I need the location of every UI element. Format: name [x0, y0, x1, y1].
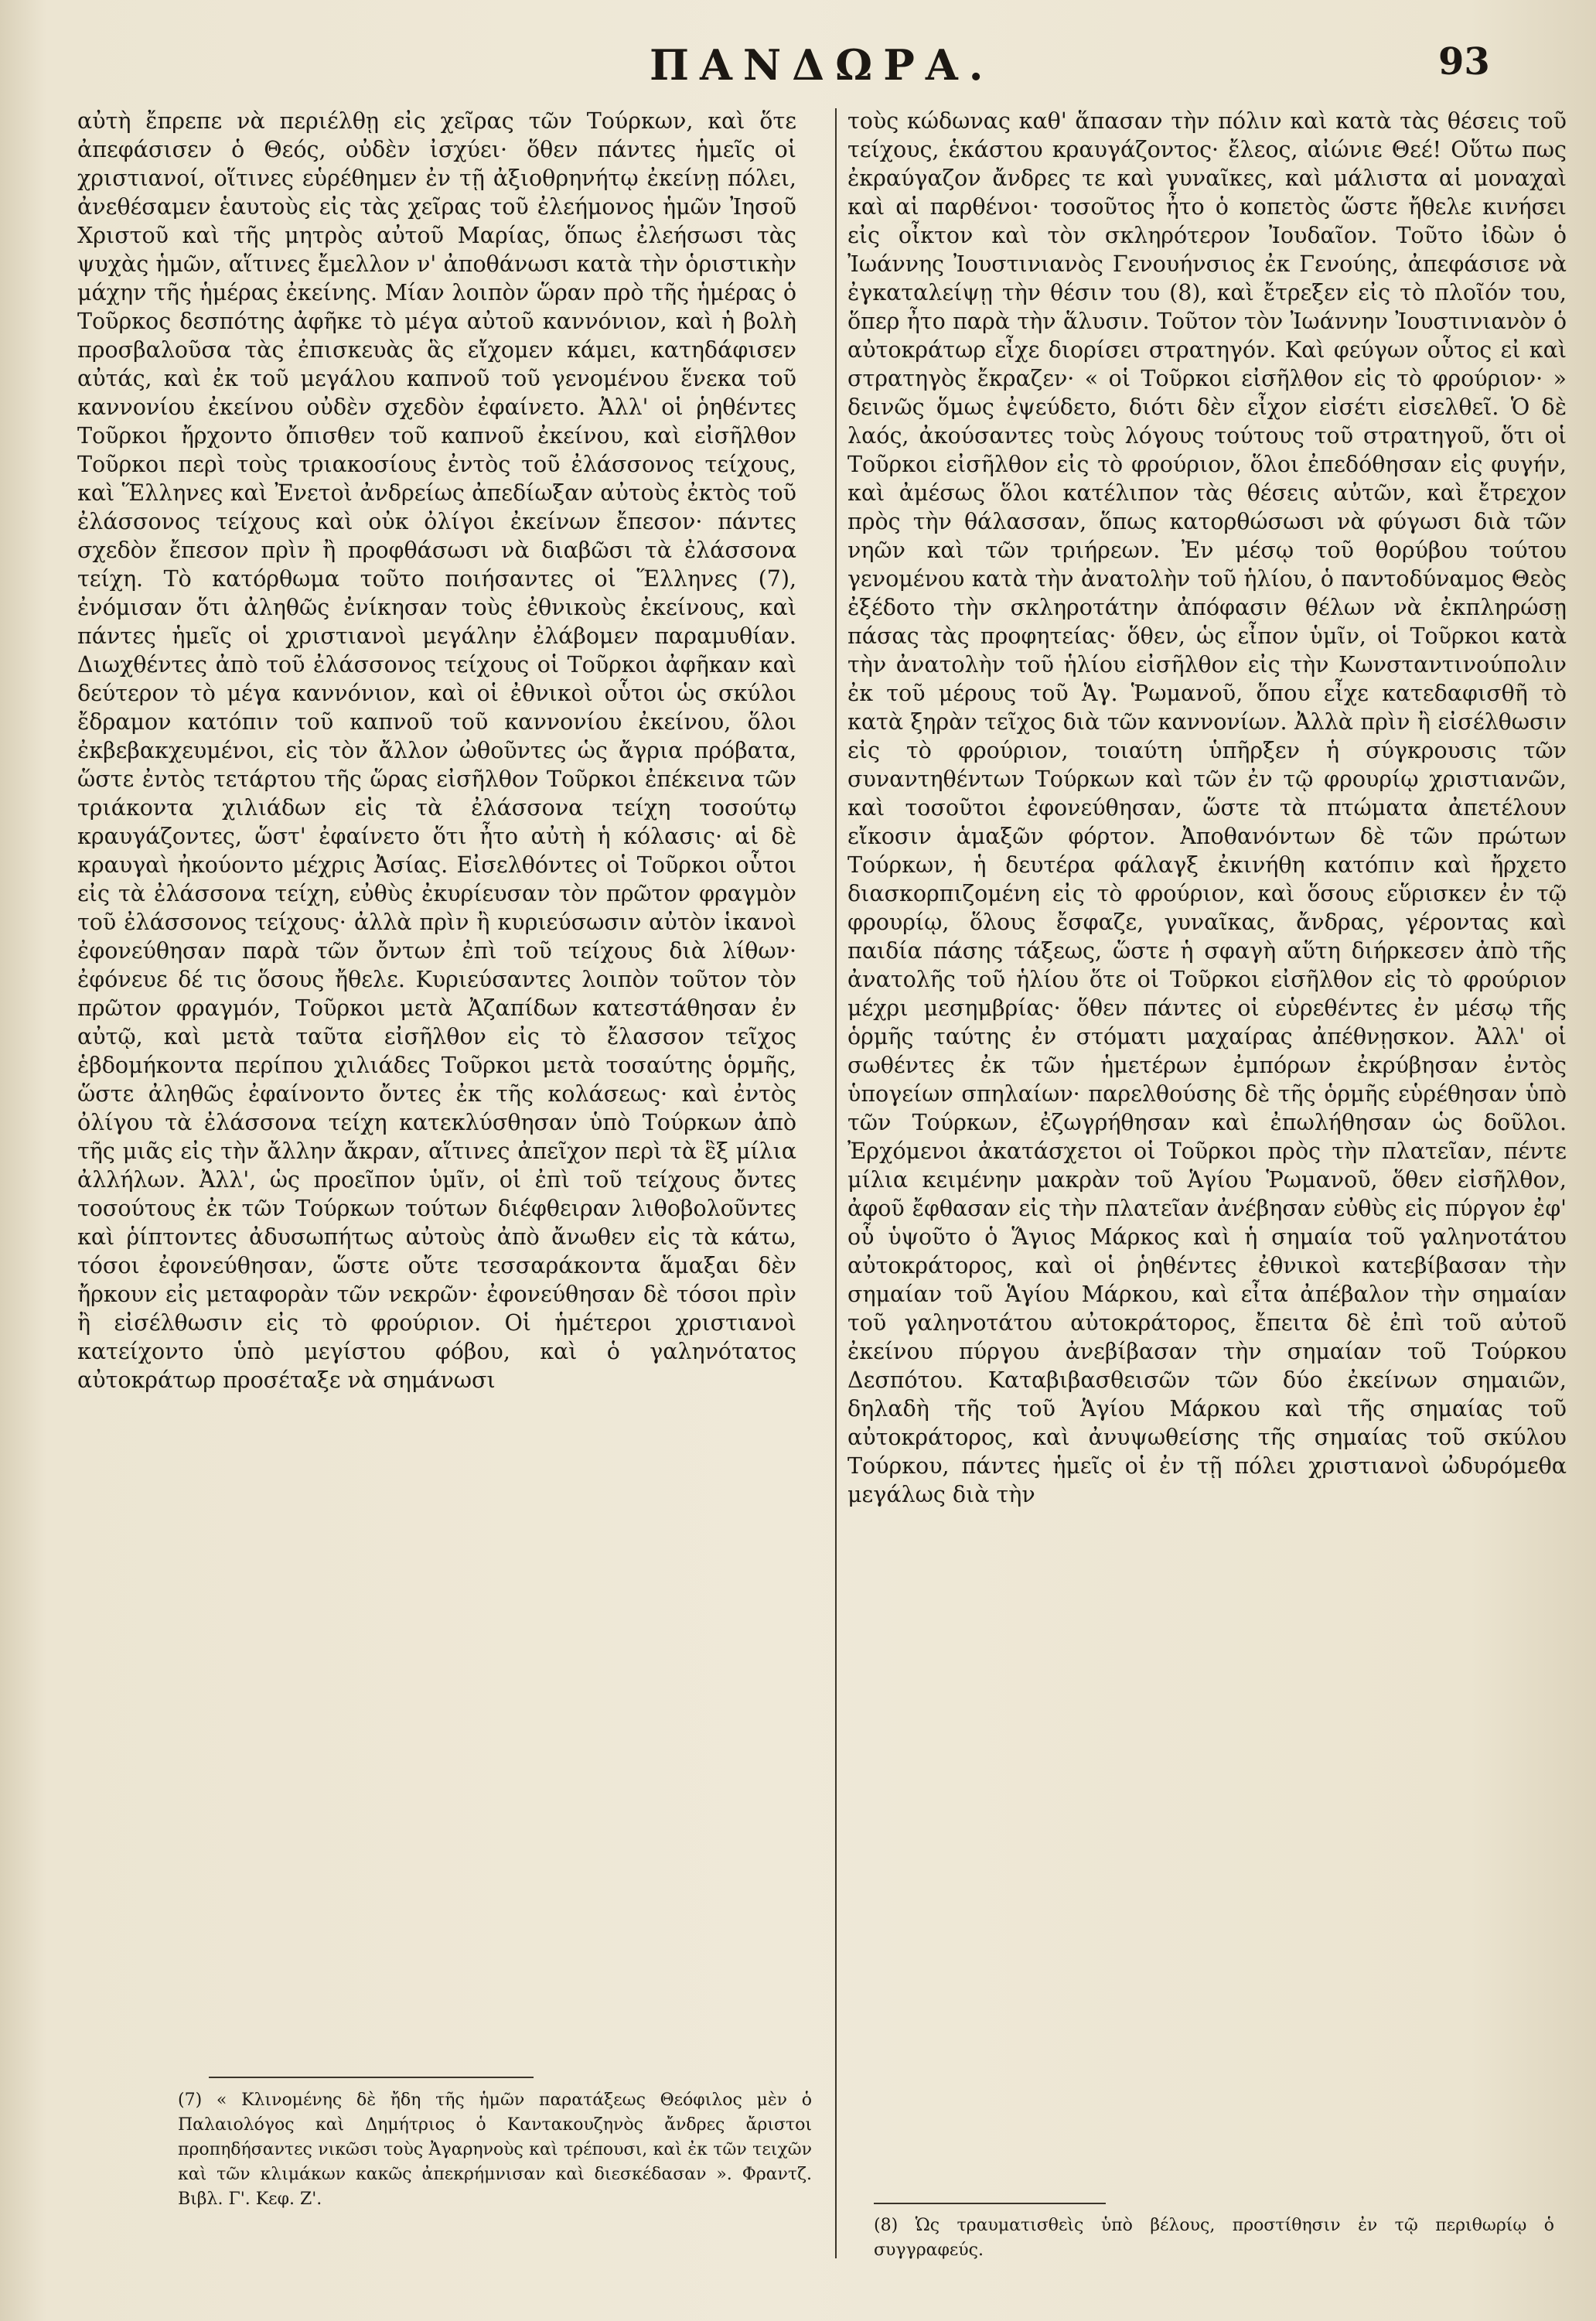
- left-column-text: αὐτὴ ἔπρεπε νὰ περιέλθῃ εἰς χεῖρας τῶν Τούρκων, καὶ ὅτε ἀπεφάσισεν ὁ Θεός, οὐδὲν ἰσχύει· ὅθεν πάντες ἡμεῖς οἱ χριστιανοί, οἵτινες εὑρέθημεν ἐν τῇ ἀξιοθρηνήτῳ ἐκείνῃ πόλει, ἀνεθέσαμεν ἑαυτοὺς εἰς τὰς χεῖρας τοῦ ἐλεήμονος ἡμῶν Ἰησοῦ Χριστοῦ καὶ τῆς μητρὸς αὐτοῦ Μαρίας, ὅπως ἐλεήσωσι τὰς ψυχὰς ἡμῶν, αἵτινες ἔμελλον ν' ἀποθάνωσι κατὰ τὴν ὁριστικὴν μάχην τῆς ἡμέρας ἐκείνης. Μίαν λοιπὸν ὥραν πρὸ τῆς ἡμέρας ὁ Τοῦρκος δεσπότης ἀφῆκε τὸ μέγα αὐτοῦ καννόνιον, καὶ ἡ βολὴ προσβαλοῦσα τὰς ἐπισκευὰς ἃς εἴχομεν κάμει, κατηδάφισεν αὐτάς, καὶ ἐκ τοῦ μεγάλου καπνοῦ τοῦ γενομένου ἕνεκα τοῦ καννονίου ἐκείνου οὐδὲν σχεδὸν ἐφαίνετο. Ἀλλ' οἱ ῥηθέντες Τοῦρκοι ἤρχοντο ὄπισθεν τοῦ καπνοῦ ἐκείνου, καὶ εἰσῆλθον Τοῦρκοι περὶ τοὺς τριακοσίους ἐντὸς τοῦ ἐλάσσονος τείχους, καὶ Ἕλληνες καὶ Ἐνετοὶ ἀνδρείως ἀπεδίωξαν αὐτοὺς ἐκτὸς τοῦ ἐλάσσονος τείχους καὶ οὐκ ὀλίγοι ἐκείνων ἔπεσον· πάντες σχεδὸν ἔπεσον πρὶν ἢ προφθάσωσι νὰ διαβῶσι τὰ ἐλάσσονα τείχη. Τὸ κατόρθωμα τοῦτο ποιήσαντες οἱ Ἕλληνες (7), ἐνόμισαν ὅτι ἀληθῶς ἐνίκησαν τοὺς ἐθνικοὺς ἐκείνους, καὶ πάντες ἡμεῖς οἱ χριστιανοὶ μεγάλην ἐλάβομεν παραμυθίαν. Διωχθέντες ἀπὸ τοῦ ἐλάσσονος τείχους οἱ Τοῦρκοι ἀφῆκαν καὶ δεύτερον τὸ μέγα καννόνιον, καὶ οἱ ἐθνικοὶ οὗτοι ὡς σκύλοι ἔδραμον κατόπιν τοῦ καπνοῦ τοῦ καννονίου ἐκείνου, ὅλοι ἐκβεβακχευμένοι, εἰς τὸν ἄλλον ὠθοῦντες ὡς ἄγρια πρόβατα, ὥστε ἐντὸς τετάρτου τῆς ὥρας εἰσῆλθον Τοῦρκοι ἐπέκεινα τῶν τριάκοντα χιλιάδων εἰς τὰ ἐλάσσονα τείχη τοσούτῳ κραυγάζοντες, ὥστ' ἐφαίνετο ὅτι ἦτο αὐτὴ ἡ κόλασις· αἱ δὲ κραυγαὶ ἠκούοντο μέχρις Ἀσίας. Εἰσελθόντες οἱ Τοῦρκοι οὗτοι εἰς τὰ ἐλάσσονα τείχη, εὐθὺς ἐκυρίευσαν τὸν πρῶτον φραγμὸν τοῦ ἐλάσσονος τείχους· ἀλλὰ πρὶν ἢ κυριεύσωσιν αὐτὸν ἱκανοὶ ἐφονεύθησαν παρὰ τῶν ὄντων ἐπὶ τοῦ τείχους διὰ λίθων· ἐφόνευε δέ τις ὅσους ἤθελε. Κυριεύσαντες λοιπὸν τοῦτον τὸν πρῶτον φραγμόν, Τοῦρκοι μετὰ Ἀζαπίδων κατεστάθησαν ἐν αὐτῷ, καὶ μετὰ ταῦτα εἰσῆλθον εἰς τὸ ἔλασσον τεῖχος ἑβδομήκοντα περίπου χιλιάδες Τοῦρκοι μετὰ τοσαύτης ὁρμῆς, ὥστε ἀληθῶς ἐφαίνοντο ὄντες ἐκ τῆς κολάσεως· καὶ ἐντὸς ὀλίγου τὰ ἐλάσσονα τείχη κατεκλύσθησαν ὑπὸ Τούρκων ἀπὸ τῆς μιᾶς εἰς τὴν ἄλλην ἄκραν, αἵτινες ἀπεῖχον περὶ τὰ ἓξ μίλια ἀλλήλων. Ἀλλ', ὡς προεῖπον ὑμῖν, οἱ ἐπὶ τοῦ τείχους ὄντες τοσούτους ἐκ τῶν Τούρκων τούτων διέφθειραν λιθοβολοῦντες καὶ ῥίπτοντες ἀδυσωπήτως αὐτοὺς ἀπὸ ἄνωθεν εἰς τὰ κάτω, τόσοι ἐφονεύθησαν, ὥστε οὔτε τεσσαράκοντα ἅμαξαι δὲν ἤρκουν εἰς μεταφορὰν τῶν νεκρῶν· ἐφονεύθησαν δὲ τόσοι πρὶν ἢ εἰσέλθωσιν εἰς τὸ φρούριον. Οἱ ἡμέτεροι χριστιανοὶ κατείχοντο ὑπὸ μεγίστου φόβου, καὶ ὁ γαληνότατος αὐτοκράτωρ προσέταξε νὰ σημάνωσι: [77, 108, 796, 1393]
- right-column-text: τοὺς κώδωνας καθ' ἅπασαν τὴν πόλιν καὶ κατὰ τὰς θέσεις τοῦ τείχους, ἑκάστου κραυγάζοντος· ἔλεος, αἰώνιε Θεέ! Οὕτω πως ἐκραύγαζον ἄνδρες τε καὶ γυναῖκες, καὶ μάλιστα αἱ μοναχαὶ καὶ αἱ παρθένοι· τοσοῦτος ἦτο ὁ κοπετὸς ὥστε ἤθελε κινήσει εἰς οἶκτον καὶ τὸν σκληρότερον Ἰουδαῖον. Τοῦτο ἰδὼν ὁ Ἰωάννης Ἰουστινιανὸς Γενουήνσιος ἐκ Γενούης, ἀπεφάσισε νὰ ἐγκαταλείψῃ τὴν θέσιν του (8), καὶ ἔτρεξεν εἰς τὸ πλοῖόν του, ὅπερ ἦτο παρὰ τὴν ἅλυσιν. Τοῦτον τὸν Ἰωάννην Ἰουστινιανὸν ὁ αὐτοκράτωρ εἶχε διορίσει στρατηγόν. Καὶ φεύγων οὗτος εἰ καὶ στρατηγὸς ἔκραζεν· « οἱ Τοῦρκοι εἰσῆλθον εἰς τὸ φρούριον· » δεινῶς ὅμως ἐψεύδετο, διότι δὲν εἶχον εἰσέτι εἰσελθεῖ. Ὁ δὲ λαός, ἀκούσαντες τοὺς λόγους τούτους τοῦ στρατηγοῦ, ὅτι οἱ Τοῦρκοι εἰσῆλθον εἰς τὸ φρούριον, ὅλοι ἐπεδόθησαν εἰς φυγήν, καὶ ἀμέσως ὅλοι κατέλιπον τὰς θέσεις αὐτῶν, καὶ ἔτρεχον πρὸς τὴν θάλασσαν, ὅπως κατορθώσωσι νὰ φύγωσι διὰ τῶν νηῶν καὶ τῶν τριήρεων. Ἐν μέσῳ τοῦ θορύβου τούτου γενομένου κατὰ τὴν ἀνατολὴν τοῦ ἡλίου, ὁ παντοδύναμος Θεὸς ἐξέδοτο τὴν σκληροτάτην ἀπόφασιν θέλων νὰ ἐκπληρώσῃ πάσας τὰς προφητείας· ὅθεν, ὡς εἶπον ὑμῖν, οἱ Τοῦρκοι κατὰ τὴν ἀνατολὴν τοῦ ἡλίου εἰσῆλθον εἰς τὴν Κωνσταντινούπολιν ἐκ τοῦ μέρους τοῦ Ἁγ. Ῥωμανοῦ, ὅπου εἶχε κατεδαφισθῆ τὸ κατὰ ξηρὰν τεῖχος διὰ τῶν καννονίων. Ἀλλὰ πρὶν ἢ εἰσέλθωσιν εἰς τὸ φρούριον, τοιαύτη ὑπῆρξεν ἡ σύγκρουσις τῶν συναντηθέντων Τούρκων καὶ τῶν ἐν τῷ φρουρίῳ χριστιανῶν, καὶ τοσοῦτοι ἐφονεύθησαν, ὥστε τὰ πτώματα ἀπετέλουν εἴκοσιν ἁμαξῶν φόρτον. Ἀποθανόντων δὲ τῶν πρώτων Τούρκων, ἡ δευτέρα φάλαγξ ἐκινήθη κατόπιν καὶ ἤρχετο διασκορπιζομένη εἰς τὸ φρούριον, καὶ ὅσους εὕρισκεν ἐν τῷ φρουρίῳ, ὅλους ἔσφαζε, γυναῖκας, ἄνδρας, γέροντας καὶ παιδία πάσης τάξεως, ὥστε ἡ σφαγὴ αὕτη διήρκεσεν ἀπὸ τῆς ἀνατολῆς τοῦ ἡλίου ὅτε οἱ Τοῦρκοι εἰσῆλθον εἰς τὸ φρούριον μέχρι μεσημβρίας· ὅθεν πάντες οἱ εὑρεθέντες ἐν μέσῳ τῆς ὁρμῆς ταύτης ἐν στόματι μαχαίρας ἀπέθνῃσκον. Ἀλλ' οἱ σωθέντες ἐκ τῶν ἡμετέρων ἐμπόρων ἐκρύβησαν ἐντὸς ὑπογείων σπηλαίων· παρελθούσης δὲ τῆς ὁρμῆς εὑρέθησαν ὑπὸ τῶν Τούρκων, ἐζωγρήθησαν καὶ ἐπωλήθησαν ὡς δοῦλοι. Ἐρχόμενοι ἀκατάσχετοι οἱ Τοῦρκοι πρὸς τὴν πλατεῖαν, πέντε μίλια κειμένην μακρὰν τοῦ Ἁγίου Ῥωμανοῦ, ὅθεν εἰσῆλθον, ἀφοῦ ἔφθασαν εἰς τὴν πλατεῖαν ἀνέβησαν εὐθὺς εἰς πύργον ἐφ' οὗ ὑψοῦτο ὁ Ἅγιος Μάρκος καὶ ἡ σημαία τοῦ γαληνοτάτου αὐτοκράτορος, καὶ οἱ ῥηθέντες ἐθνικοὶ κατεβίβασαν τὴν σημαίαν τοῦ Ἁγίου Μάρκου, καὶ εἶτα ἀπέβαλον τὴν σημαίαν τοῦ γαληνοτάτου αὐτοκράτορος, ἔπειτα δὲ ἐπὶ τοῦ αὐτοῦ ἐκείνου πύργου ἀνεβίβασαν τὴν σημαίαν τοῦ Τούρκου Δεσπότου. Καταβιβασθεισῶν τῶν δύο ἐκείνων σημαιῶν, δηλαδὴ τῆς τοῦ Ἁγίου Μάρκου καὶ τῆς σημαίας τοῦ αὐτοκράτορος, καὶ ἀνυψωθείσης τῆς σημαίας τοῦ σκύλου Τούρκου, πάντες ἡμεῖς οἱ ἐν τῇ πόλει χριστιανοὶ ὠδυρόμεθα μεγάλως διὰ τὴν: [847, 108, 1567, 1507]
- footnote-rule-left: [209, 2077, 534, 2078]
- running-header-title: ΠΑΝΔΩΡΑ.: [650, 40, 994, 90]
- footnote-rule-right: [874, 2203, 1106, 2204]
- page-number: 93: [1438, 40, 1490, 84]
- column-divider: [835, 108, 837, 2258]
- footnote-8: (8) Ὡς τραυματισθεὶς ὑπὸ βέλους, προστίθησιν ἐν τῷ περιθωρίῳ ὁ συγγραφεύς.: [874, 2216, 1554, 2260]
- right-column: [847, 107, 1567, 1509]
- footnote-7: (7) « Κλινομένης δὲ ἤδη τῆς ἡμῶν παρατάξεως Θεόφιλος μὲν ὁ Παλαιολόγος καὶ Δημήτριος ὁ Καντακουζηνὸς ἄνδρες ἄριστοι προπηδήσαντες νικῶσι τοὺς Ἀγαρηνοὺς καὶ τρέπουσι, καὶ ἐκ τῶν τειχῶν καὶ τῶν κλιμάκων κακῶς ἀπεκρήμνισαν καὶ διεσκέδασαν ». Φραντζ. Βιβλ. Γ'. Κεφ. Ζ'.: [178, 2091, 812, 2209]
- left-column: [77, 107, 796, 1394]
